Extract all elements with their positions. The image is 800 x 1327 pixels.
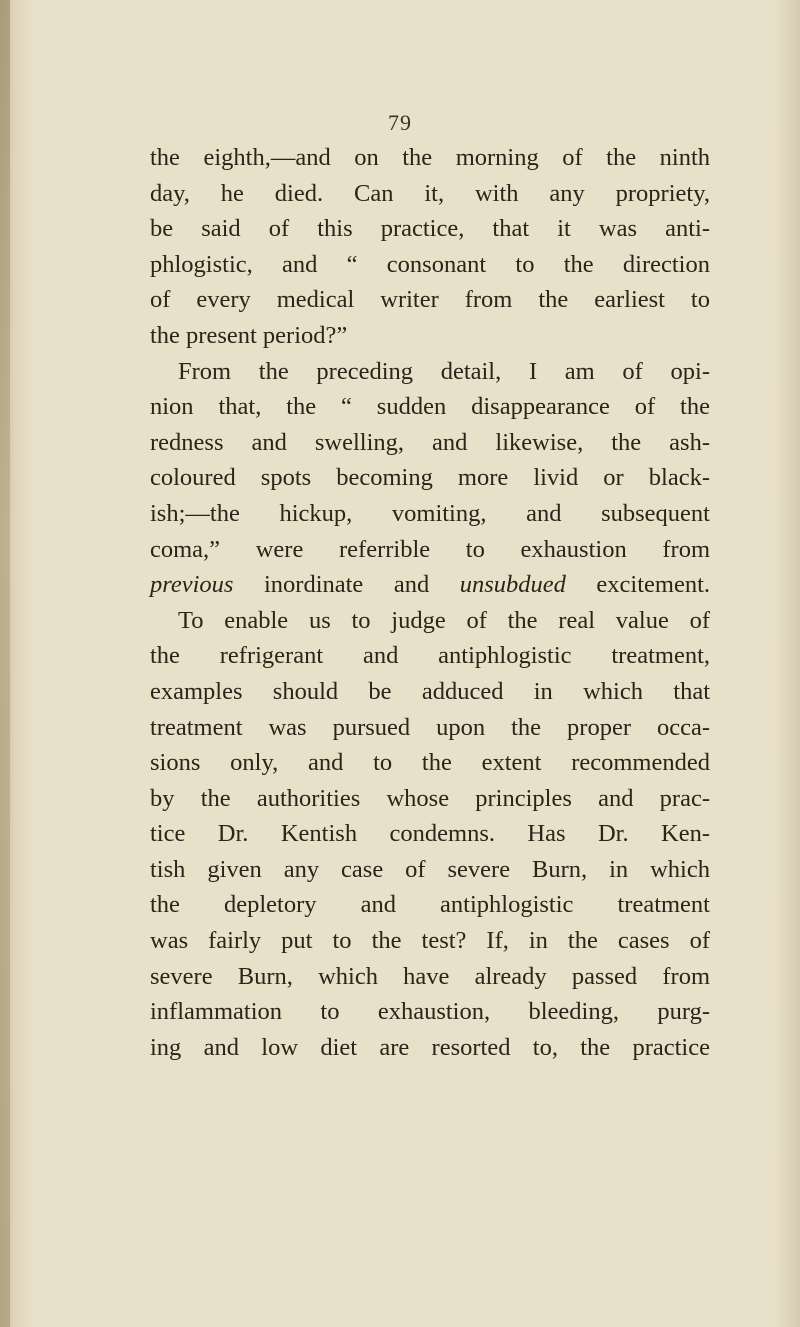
text-line: the present period?” — [150, 321, 348, 349]
text-fragment: inordinate and — [233, 571, 460, 599]
text-line: treatment was pursued upon the proper occa- — [150, 713, 710, 741]
text-line: the eighth,—and on the morning of the ninth — [150, 144, 710, 171]
text-fragment: excitement. — [565, 571, 711, 599]
text-line: redness and swelling, and likewise, the ash- — [150, 428, 710, 456]
text-line: inflammation to exhaustion, bleeding, purg- — [150, 998, 710, 1026]
page-number: 79 — [388, 110, 412, 135]
text-line: examples should be adduced in which that — [150, 677, 710, 705]
text-line: of every medical writer from the earliest to — [150, 286, 710, 314]
text-line: tice Dr. Kentish condemns. Has Dr. Ken- — [150, 820, 710, 848]
text-line: by the authorities whose principles and prac- — [150, 784, 710, 812]
text-line: ish;—the hickup, vomiting, and subsequent — [150, 499, 710, 527]
italic-word: previous — [150, 571, 234, 599]
text-line: nion that, the “ sudden disappearance of the — [150, 393, 710, 421]
text-line: phlogistic, and “ consonant to the direction — [150, 250, 710, 278]
text-line: tish given any case of severe Burn, in which — [150, 855, 710, 883]
text-line-italic-mixed — [150, 567, 710, 603]
text-line: sions only, and to the extent recommended — [150, 749, 710, 777]
italic-word: unsubdued — [459, 571, 566, 599]
paragraph-start-line: From the preceding detail, I am of opi- — [178, 357, 710, 385]
text-line: the depletory and antiphlogistic treatment — [150, 891, 710, 919]
body-text — [150, 140, 710, 1065]
text-line: the refrigerant and antiphlogistic treatment, — [150, 642, 710, 670]
paragraph-start-line: To enable us to judge of the real value of — [178, 606, 710, 634]
page-gutter-edge — [0, 0, 10, 1327]
text-line: day, he died. Can it, with any propriety, — [150, 179, 710, 207]
text-line: ing and low diet are resorted to, the practice — [150, 1033, 710, 1061]
text-line: be said of this practice, that it was anti- — [150, 215, 710, 243]
text-line: severe Burn, which have already passed from — [150, 962, 710, 990]
text-line: was fairly put to the test? If, in the cases of — [150, 927, 710, 955]
text-line: coloured spots becoming more livid or black- — [150, 464, 710, 492]
text-line: coma,” were referrible to exhaustion from — [150, 535, 710, 563]
